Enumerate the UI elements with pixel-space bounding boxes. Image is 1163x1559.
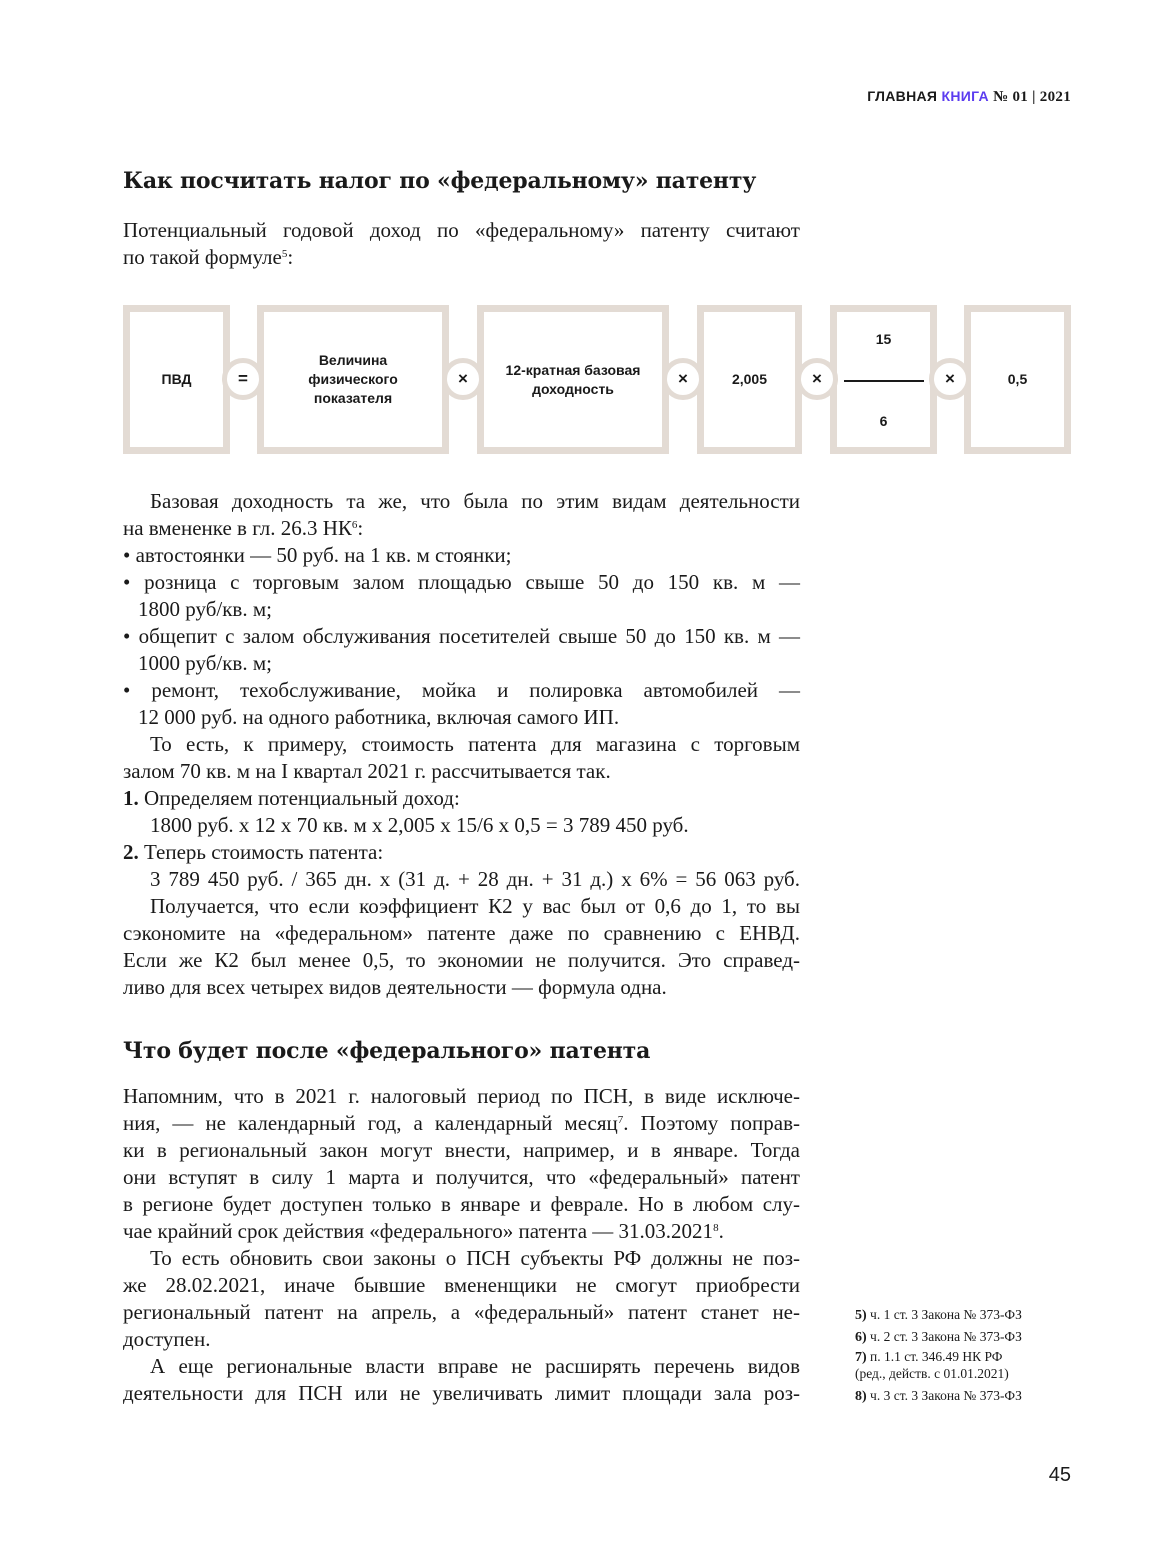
line-text: Напомним, что в 2021 г. налоговый период по ПСН, в виде исключе- [123, 1084, 800, 1108]
line-text: чае крайний срок действия «федерального» патента — 31.03.2021 [123, 1219, 714, 1243]
factor2: 12-кратная базовая доходность [505, 361, 641, 397]
line-text: 1000 руб/кв. м; [138, 651, 272, 675]
line-text-tail: . [718, 1219, 724, 1243]
footnote-ref: 7 [617, 1114, 624, 1126]
line-text-tail: . Поэтому поправ- [623, 1111, 800, 1135]
line-text: • розница с торговым залом площадью свыше 50 до 150 кв. м — [123, 570, 800, 594]
section1-title: Как посчитать налог по «федеральному» патенту [123, 168, 757, 194]
line-text: 1800 руб/кв. м; [138, 597, 272, 621]
multiply-sign-4: × [929, 358, 971, 400]
text-line [123, 1191, 800, 1218]
multiply-sign-2: × [662, 358, 704, 400]
text-line [123, 920, 800, 947]
line-text: • ремонт, техобслуживание, мойка и полировка автомобилей — [123, 678, 800, 702]
fraction-denominator: 6 [879, 413, 888, 429]
text-line [123, 1110, 800, 1137]
line-text: сэкономите на «федеральном» патенте даже по сравнению с ЕНВД. [123, 921, 800, 945]
text-line [123, 569, 800, 596]
list-number: 1. [123, 786, 139, 810]
text-line [123, 839, 800, 866]
line-text: ливо для всех четырех видов деятельности — формула одна. [123, 975, 667, 999]
text-line [123, 947, 800, 974]
text-line [123, 1272, 800, 1299]
section2-title: Что будет после «федерального» патента [123, 1038, 651, 1064]
text-line [123, 542, 800, 569]
text-line [123, 1083, 800, 1110]
text-line [123, 217, 800, 244]
fraction-numerator: 15 [875, 331, 892, 347]
text-line [123, 1299, 800, 1326]
line-text: То есть, к примеру, стоимость патента для магазина с торговым [150, 732, 800, 756]
line-text: • автостоянки — 50 руб. на 1 кв. м стоянки; [123, 543, 512, 567]
footnotes [855, 1304, 1022, 1407]
formula-result: ПВД [161, 371, 192, 387]
brand-part2: КНИГА [941, 88, 989, 104]
factor3: 2,005 [731, 371, 768, 387]
text-line [123, 1245, 800, 1272]
line-text: региональный патент на апрель, а «федеральный» патент станет не- [123, 1300, 800, 1324]
footnote [855, 1349, 1022, 1382]
footnote-number: 8) [855, 1389, 867, 1404]
text-line [123, 812, 800, 839]
footnote-text: ч. 2 ст. 3 Закона № 373-ФЗ [870, 1329, 1022, 1344]
line-text: деятельности для ПСН или не увеличивать лимит площади зала роз- [123, 1381, 800, 1405]
text-line [123, 596, 800, 623]
running-header [867, 88, 1071, 106]
fraction-box [830, 305, 937, 454]
equals-sign: = [222, 358, 264, 400]
section1-intro [123, 217, 800, 271]
line-text: ния, — не календарный год, а календарный месяц [123, 1111, 618, 1135]
text-line [123, 785, 800, 812]
text-line [123, 650, 800, 677]
brand-part1: ГЛАВНАЯ [867, 88, 938, 104]
line-text: ки в региональный закон могут внести, например, и в январе. Тогда [123, 1138, 800, 1162]
text-line [123, 677, 800, 704]
factor5-box [964, 305, 1071, 454]
text-line [123, 1218, 800, 1245]
line-text: То есть обновить свои законы о ПСН субъекты РФ должны не поз- [150, 1246, 800, 1270]
line-text: Потенциальный годовой доход по «федеральному» патенту считают [123, 218, 800, 242]
text-line [123, 515, 800, 542]
line-text: доступен. [123, 1327, 211, 1351]
footnote-ref: 6 [351, 519, 358, 531]
text-line [123, 244, 800, 271]
footnote-number: 5) [855, 1308, 867, 1323]
multiply-sign-3: × [796, 358, 838, 400]
line-text-tail: : [357, 516, 364, 540]
section2-body [123, 1083, 800, 1407]
text-line [123, 1164, 800, 1191]
text-line [123, 731, 800, 758]
formula-result-box [123, 305, 230, 454]
line-text: 1800 руб. х 12 х 70 кв. м х 2,005 х 15/6 х 0,5 = 3 789 450 руб. [150, 813, 689, 837]
factor2-box [477, 305, 669, 454]
issue-number: № 01 | 2021 [993, 89, 1071, 105]
text-line [123, 866, 800, 893]
line-text: А еще региональные власти вправе не расширять перечень видов [150, 1354, 800, 1378]
multiply-sign-1: × [442, 358, 484, 400]
text-line [123, 974, 800, 1001]
line-text-tail: : [287, 245, 294, 269]
footnote [855, 1385, 1022, 1407]
line-text: по такой формуле [123, 245, 282, 269]
text-line [123, 893, 800, 920]
text-line [123, 488, 800, 515]
footnote-text-cont: (ред., действ. с 01.01.2021) [855, 1366, 1009, 1381]
factor1: Величина физического показателя [308, 352, 398, 406]
footnote-number: 6) [855, 1330, 867, 1345]
text-line [123, 623, 800, 650]
footnote-text: п. 1.1 ст. 346.49 НК РФ [870, 1349, 1003, 1364]
footnote-ref: 8 [713, 1222, 719, 1234]
text-line [123, 1353, 800, 1380]
line-text: Получается, что если коэффициент К2 у вас был от 0,6 до 1, то вы [150, 894, 800, 918]
section1-body [123, 488, 800, 1001]
line-text: 12 000 руб. на одного работника, включая самого ИП. [138, 705, 620, 729]
page-number: 45 [1048, 1464, 1071, 1486]
line-text: 3 789 450 руб. / 365 дн. х (31 д. + 28 дн. + 31 д.) х 6% = 56 063 руб. [150, 867, 800, 891]
line-text: они вступят в силу 1 марта и получится, что «федеральный» патент [123, 1165, 800, 1189]
line-text: же 28.02.2021, иначе бывшие вмененщики не смогут приобрести [123, 1273, 800, 1297]
line-text: Базовая доходность та же, что была по этим видам деятельности [150, 489, 800, 513]
factor3-box [697, 305, 802, 454]
text-line [123, 704, 800, 731]
list-number: 2. [123, 840, 139, 864]
line-text: Определяем потенциальный доход: [144, 786, 460, 810]
line-text: Теперь стоимость патента: [144, 840, 384, 864]
footnote [855, 1304, 1022, 1326]
footnote-text: ч. 3 ст. 3 Закона № 373-ФЗ [870, 1388, 1022, 1403]
footnote [855, 1326, 1022, 1348]
footnote-number: 7) [855, 1350, 867, 1365]
footnote-ref: 5 [281, 248, 288, 260]
line-text: в регионе будет доступен только в январе и феврале. Но в любом слу- [123, 1192, 800, 1216]
text-line [123, 758, 800, 785]
factor1-box [257, 305, 449, 454]
line-text: на вмененке в гл. 26.3 НК [123, 516, 352, 540]
footnote-text: ч. 1 ст. 3 Закона № 373-ФЗ [870, 1307, 1022, 1322]
line-text: Если же К2 был менее 0,5, то экономии не получится. Это справед- [123, 948, 800, 972]
formula-diagram [123, 305, 1071, 454]
factor5: 0,5 [1007, 371, 1028, 387]
text-line [123, 1326, 800, 1353]
text-line [123, 1380, 800, 1407]
fraction-bar [844, 380, 924, 382]
line-text: • общепит с залом обслуживания посетителей свыше 50 до 150 кв. м — [123, 624, 800, 648]
line-text: залом 70 кв. м на I квартал 2021 г. рассчитывается так. [123, 759, 611, 783]
text-line [123, 1137, 800, 1164]
